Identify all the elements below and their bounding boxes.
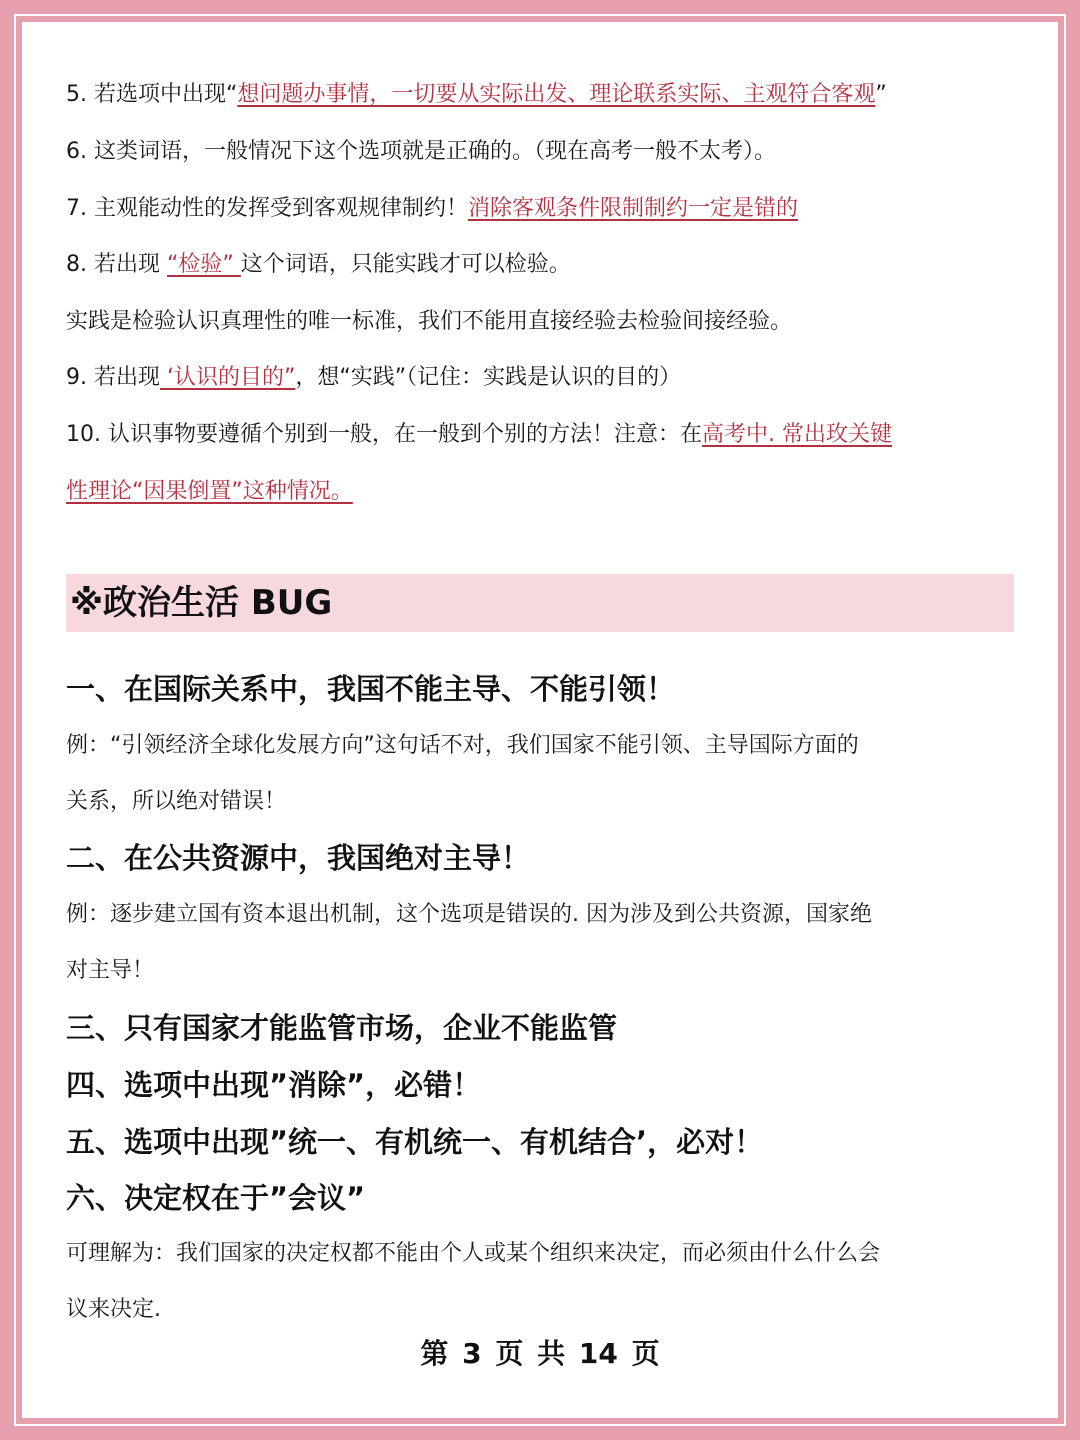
point-8-suffix: 这个词语，只能实践才可以检验。 [240,252,571,277]
point-10-prefix: 10. 认识事物要遵循个别到一般，在一般到个别的方法！注意：在 [66,422,702,447]
example-2-line-1: 例：逐步建立国有资本退出机制，这个选项是错误的. 因为涉及到公共资源，国家绝 [66,902,872,927]
point-7-highlight: 消除客观条件限制制约一定是错的 [468,196,799,221]
example-1-line-2: 关系，所以绝对错误！ [66,789,287,814]
point-9 [66,363,1014,393]
point-5 [66,80,1014,110]
document-page [22,22,1058,1418]
point-10-highlight: 高考中. 常出玫关键 [701,422,892,447]
point-7 [66,194,1014,224]
page-number: 第 3 页 共 14 页 [420,1337,660,1370]
point-5-highlight: 想问题办事情，一切要从实际出发、理论联系实际、主观符合客观 [237,82,876,107]
point-9-suffix: ，想“实践”（记住：实践是认识的目的） [295,365,682,390]
point-8-prefix: 8. 若出现 [66,252,167,277]
point-6: 6. 这类词语，一般情况下这个选项就是正确的。（现在高考一般不太考）。 [66,139,776,164]
point-5-prefix: 5. 若选项中出现“ [66,82,238,107]
heading-5: 五、选项中出现”统一、有机统一、有机结合’，必对！ [66,1125,764,1159]
heading-6: 六、决定权在于”会议” [66,1181,366,1215]
point-8 [66,250,1014,280]
page-content [66,22,1014,1418]
section-title: ※政治生活 BUG [70,583,333,623]
example-1-line-1: 例：“引领经济全球化发展方向”这句话不对，我们国家不能引领、主导国际方面的 [66,733,859,758]
heading-1: 一、在国际关系中，我国不能主导、不能引领！ [66,672,676,706]
point-10-continued [66,477,1014,507]
point-7-prefix: 7. 主观能动性的发挥受到客观规律制约！ [66,196,468,221]
point-8-note: 实践是检验认识真理性的唯一标准，我们不能用直接经验去检验间接经验。 [66,309,793,334]
point-10 [66,420,1014,450]
point-9-prefix: 9. 若出现 [66,365,160,390]
point-10-highlight-continued: 性理论“因果倒置”这种情况。 [66,479,353,504]
point-8-highlight: “检验” [166,252,241,277]
point-5-suffix: ” [875,82,887,107]
example-2-line-2: 对主导！ [66,958,155,983]
example-6-line-2: 议来决定. [66,1297,161,1322]
heading-3: 三、只有国家才能监管市场，企业不能监管 [66,1011,618,1045]
example-6-line-1: 可理解为：我们国家的决定权都不能由个人或某个组织来决定，而必须由什么什么会 [66,1241,881,1266]
point-9-highlight: ‘认识的目的” [159,365,296,390]
heading-4: 四、选项中出现”消除”，必错！ [66,1068,482,1102]
heading-2: 二、在公共资源中，我国绝对主导！ [66,841,531,875]
section-header [66,574,1014,632]
